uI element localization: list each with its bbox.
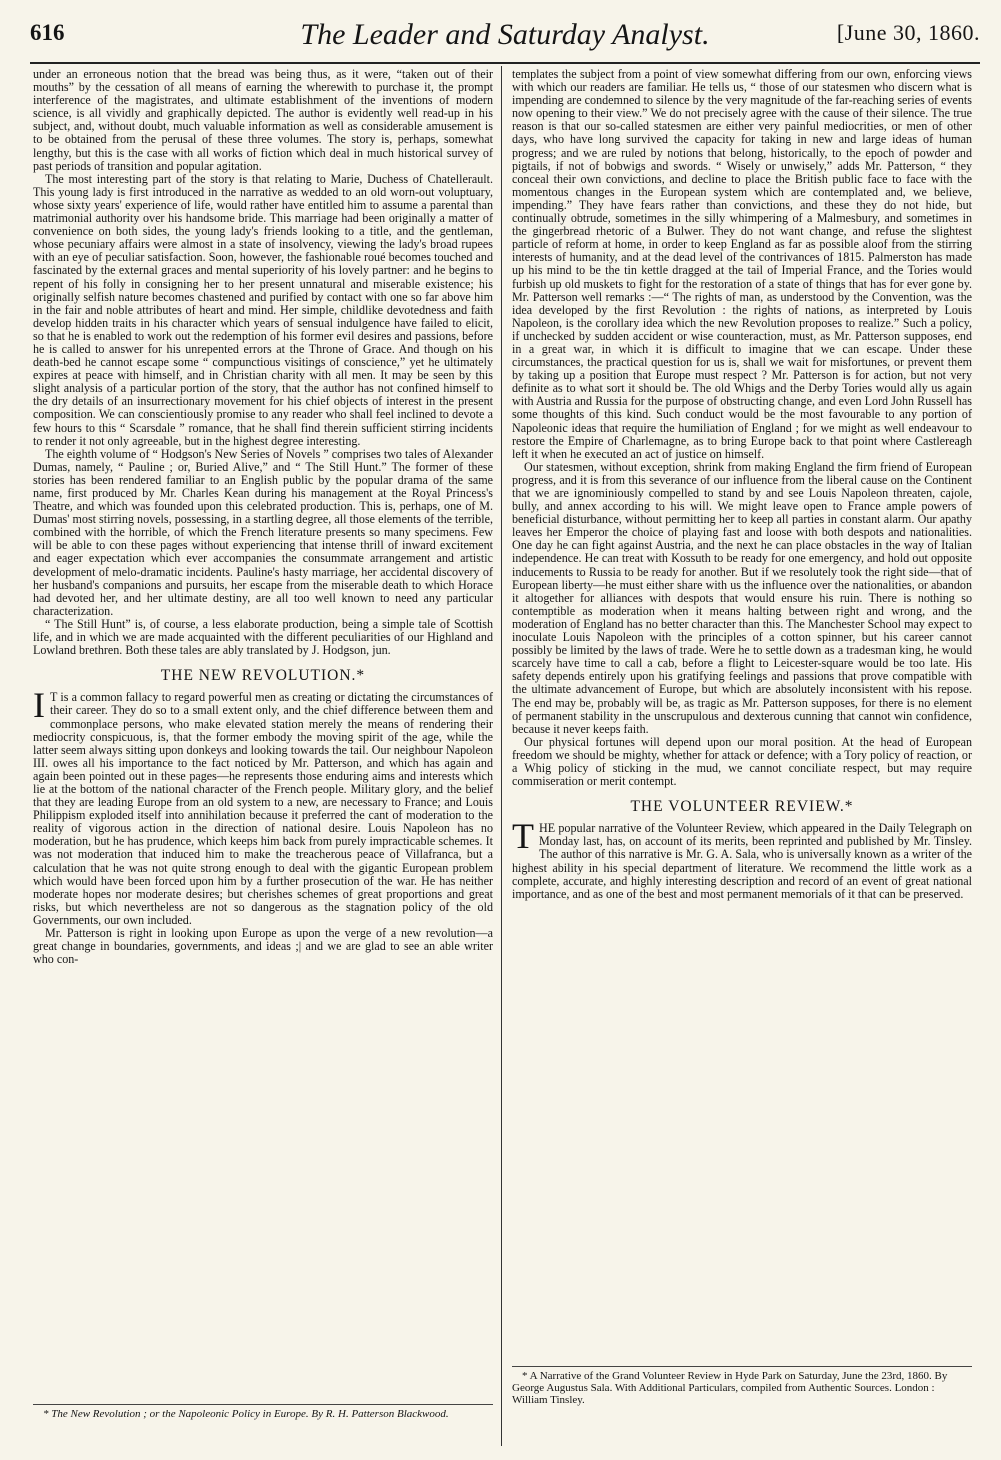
column-divider (501, 66, 502, 1446)
review-paragraph: “ The Still Hunt” is, of course, a less elaborate production, being a simple tale of Scottish life, and in which we are made acquainted with the different peculiarities of our Highland and Lowland brethren. Both these tales are ably translated by J. Hodgson, jun. (33, 616, 493, 658)
review-paragraph: under an erroneous notion that the bread was being thus, as it were, “taken out of their mouths” by the cessation of all means of earning the wherewith to purchase it, the prompt interference of the magistrates, and ultimate establishment of the inventions of modern science, is all vividly and graphically depicted. The author is evidently well read-up in his subject, and, without doubt, much valuable information as well as considerable amusement is to be obtained from the perusal of these three volumes. The story is, perhaps, somewhat lengthy, but this is the case with all works of fiction which deal in much historical survey of past periods of transition and popular agitation. (33, 67, 493, 173)
article-paragraph: templates the subject from a point of view somewhat differing from our own, enforcing views with which our readers are familiar. He tells us, “ those of our statesmen who discern what is impending are condemned to silence by the very magnitude of the far-reaching series of events now opening to their view.” We do not precisely agree with the cause of their silence. The true reason is that our so-called statesmen are either very painful mediocrities, or men of other days, who have long survived the capacity for taking in new and large ideas of human progress; and we are ruled by notions that belong, historically, to the epoch of powder and pigtails, if not of bobwigs and swords. “ Wisely or unwisely,” adds Mr. Patterson, “ they conceal their own convictions, and decline to place the British public face to face with the momentous changes in the European system which are contemplated and, we believe, impending.” They have fears rather than convictions, and these they do not hide, but continually obtrude, sometimes in the silly whimpering of a Malmesbury, and sometimes in the gingerbread rhetoric of a Bulwer. They do not want change, and refuse the slightest particle of reform at home, in order to keep England as far as possible aloof from the stirring interests of humanity, and at the dead level of the contrivances of 1815. Palmerston has made up his mind to be the tin kettle dragged at the tail of Imperial France, and the Tories would furbish up old muskets to fight for the restoration of a state of things that has for ever gone by. Mr. Patterson well remarks :—“ The rights of man, as understood by the Convention, was the idea developed by the first Revolution : the rights of nations, as interpreted by Louis Napoleon, is the corollary idea which the new Revolution proposes to realize.” Such a policy, if unchecked by sudden accident or wise counteraction, must, as Mr. Patterson supposes, end in a great war, in which it is difficult to imagine that we can escape. Under these circumstances, the practical question for us is, shall we wait for misfortunes, or prevent them by taking up a position that Europe must respect ? Mr. Patterson is for action, but not very definite as to what sort it should be. The old Whigs and the Derby Tories would ally us again with Austria and Russia for the purpose of obstructing change, and even Lord John Russell has some thoughts of this kind. Such conduct would be the most favourable to any portion of Napoleonic ideas that require the humiliation of England ; for we might as well endeavour to restore the Empire of Charlemagne, as to bring Europe back to that point where Castlereagh left it when he executed an act of justice on himself. (512, 67, 972, 461)
footnote-text: * The New Revolution ; or the Napoleonic Policy in Europe. By R. H. Patterson Blackwood. (43, 1408, 449, 1420)
volunteer-text: HE popular narrative of the Volunteer Review, which appeared in the Daily Telegraph on Monday last, has, on account of its merits, been reprinted and published by Mr. Tinsley. The author of this narrative is Mr. G. A. Sala, who is universally known as a writer of the highest ability in his special department of literature. We recommend the little work as a complete, accurate, and highly interesting description and record of an event of great national importance, and as one of the best and most permanent memorials of it that can be preserved. (512, 821, 972, 901)
issue-date: [June 30, 1860. (836, 20, 980, 45)
article-paragraph: Our physical fortunes will depend upon our moral position. At the head of European freedom we should be mighty, whether for attack or defence; with a Tory policy of reaction, or a Whig policy of sticking in the mud, we cannot conciliate respect, but may require commiseration or merit contempt. (512, 734, 972, 789)
footnote-text: * A Narrative of the Grand Volunteer Review in Hyde Park on Saturday, June the 23rd, 1860. By George Augustus Sala. With Additional Particulars, compiled from Authentic Sources. London : William Tinsley. (512, 1370, 948, 1406)
drop-cap: T (512, 816, 534, 857)
publication-title: The Leader and Saturday Analyst. (300, 18, 710, 51)
masthead (30, 18, 980, 58)
article-heading-new-revolution: THE NEW REVOLUTION.* (160, 667, 366, 685)
review-paragraph: The eighth volume of “ Hodgson's New Series of Novels ” comprises two tales of Alexander Dumas, namely, “ Pauline ; or, Buried Alive,” and “ The Still Hunt.” The former of these stories has been rendered familiar to an English public by the popular drama of the same name, first produced by Mr. Charles Kean during his management at the Royal Princess's Theatre, and which was founded upon this celebrated production. This is, perhaps, one of M. Dumas' most stirring novels, possessing, in a startling degree, all those elements of the terrible, combined with the horrible, of which the French literature presents so many specimens. Few will be able to con these pages without experiencing that intense thrill of inward excitement and eager expectation which ever accompanies the consummate arrangement and artistic development of melo-dramatic incidents. Pauline's hasty marriage, her accidental discovery of her husband's companions and pursuits, her escape from the miserable death to which Horace had devoted her, and her ultimate destiny, are all too well known to need any particular characterization. (33, 446, 493, 618)
review-paragraph: The most interesting part of the story is that relating to Marie, Duchess of Chatellerault. This young lady is first introduced in the narrative as wedded to an old worn-out voluptuary, whose sixty years' experience of life, would rather have entitled him to assume a parental than matrimonial authority over his handsome bride. This marriage had been originally a matter of convenience on both sides, the young lady's friends looking to a title, and the gentleman, whose pecuniary affairs were almost in a state of insolvency, viewing the lady's broad rupees with an eye of peculiar satisfaction. Soon, however, the fashionable roué becomes touched and fascinated by the external graces and mental superiority of his lovely partner: and he begins to repent of his folly in consigning her to her present unnatural and miserable existence; his originally selfish nature becomes chastened and purified by contact with one so far above him in the fair and noble attributes of heart and mind. Her simple, childlike devotedness and faith develop hidden traits in his character which years of sensual indulgence have failed to elicit, so that he is enabled to work out the redemption of his former evil desires and passions, before he is called to answer for his unrepented errors at the Throne of Grace. And though on his death-bed he cannot escape some “ compunctious visitings of conscience,” yet he ultimately expires at peace with himself, and in Christian charity with all men. It may be seen by this slight analysis of a particular portion of the story, that the author has not confined himself to the dry details of an insurrectionary movement for his chief objects of interest in the present composition. We can conscientiously promise to any reader who shall feel inclined to devote a few hours to this “ Scarsdale ” romance, that he shall find therein sufficient stirring incidents to render it not only agreeable, but in the highest degree interesting. (33, 171, 493, 448)
article-heading-volunteer-review: THE VOLUNTEER REVIEW.* (630, 798, 854, 816)
header-rule (30, 62, 980, 64)
page-number: 616 (30, 20, 65, 45)
drop-cap: I (33, 685, 45, 726)
left-column (33, 68, 493, 966)
article-paragraph: Our statesmen, without exception, shrink from making England the firm friend of European progress, and it is from this severance of our influence from the liberal cause on the Continent that we are ignominiously compelled to stand by and see Louis Napoleon threaten, cajole, bully, and annex according to his will. We might leave open to France ample powers of beneficial disturbance, without permitting her to keep all parties in constant alarm. Our apathy leaves her Emperor the choice of playing fast and loose with both despots and nationalities. One day he can fight against Austria, and the next he can place obstacles in the way of Italian independence. He can treat with Kossuth to be ready for one emergency, and hold out opposite inducements to Russia to be ready for another. But if we resolutely took the right side—that of European liberty—he must either share with us the influence over the nationalities, or abandon it altogether for alliances with despots that would ensure his ruin. There is nothing so contemptible as moderation when it means halting between right and wrong, and the moderation of England has no better character than this. The Manchester School may expect to inoculate Louis Napoleon with the principles of a cotton spinner, but his career cannot possibly be limited by the laws of trade. Were he to settle down as a tradesman king, he would scarcely have time to call a cab, before a flight to Leicester-square would be too late. His safety depends entirely upon his gratifying feelings and passions that prove compatible with the ultimate advancement of Europe, but which are absolutely inconsistent with his repose. The end may be, probably will be, as tragic as Mr. Patterson supposes, for there is no element of permanent stability in the unscrupulous and dexterous cunning that cannot win confidence, because it never keeps faith. (512, 459, 972, 736)
right-column (512, 68, 972, 901)
volunteer-paragraph (512, 816, 972, 901)
article-paragraph (33, 685, 493, 927)
footnote-new-revolution (33, 1404, 493, 1420)
footnote-volunteer-review (512, 1366, 972, 1406)
article-paragraph: Mr. Patterson is right in looking upon Europe as upon the verge of a new revolution—a great change in boundaries, governments, and ideas ;| and we are glad to see an able writer who con- (33, 926, 493, 967)
article-text: T is a common fallacy to regard powerful men as creating or dictating the circumstances of their career. They do so to a small extent only, and the chief difference between them and commonplace persons, who make elevated station merely the means of rendering their mediocrity conspicuous, is, that the former embody the moving spirit of the age, while the latter seem always sitting upon donkeys and looking towards the tail. Our neighbour Napoleon III. owes all his importance to the fact noticed by Mr. Patterson, and which has again and again been pointed out in these pages—he represents those enduring aims and interests which lie at the bottom of the national character of the French people. Military glory, and the belief that they are leading Europe from an old system to a new, are necessary to France; and Louis Philippism exploded itself into annihilation because it preferred the cant of moderation to the reality of vigorous action in the direction of national desire. Louis Napoleon has no moderation, but he has prudence, which keeps him back from purely impracticable schemes. It was not moderation that induced him to make the treacherous peace of Villafranca, but a calculation that he was not quite strong enough to deal with the gigantic European problem which would have been forced upon him by a further prosecution of the war. He has neither moderate hopes nor moderate desires; but cherishes schemes of great proportions and great risks, but which nevertheless are not so dangerous as the stagnation policy of the old Governments, our own included. (33, 690, 493, 927)
